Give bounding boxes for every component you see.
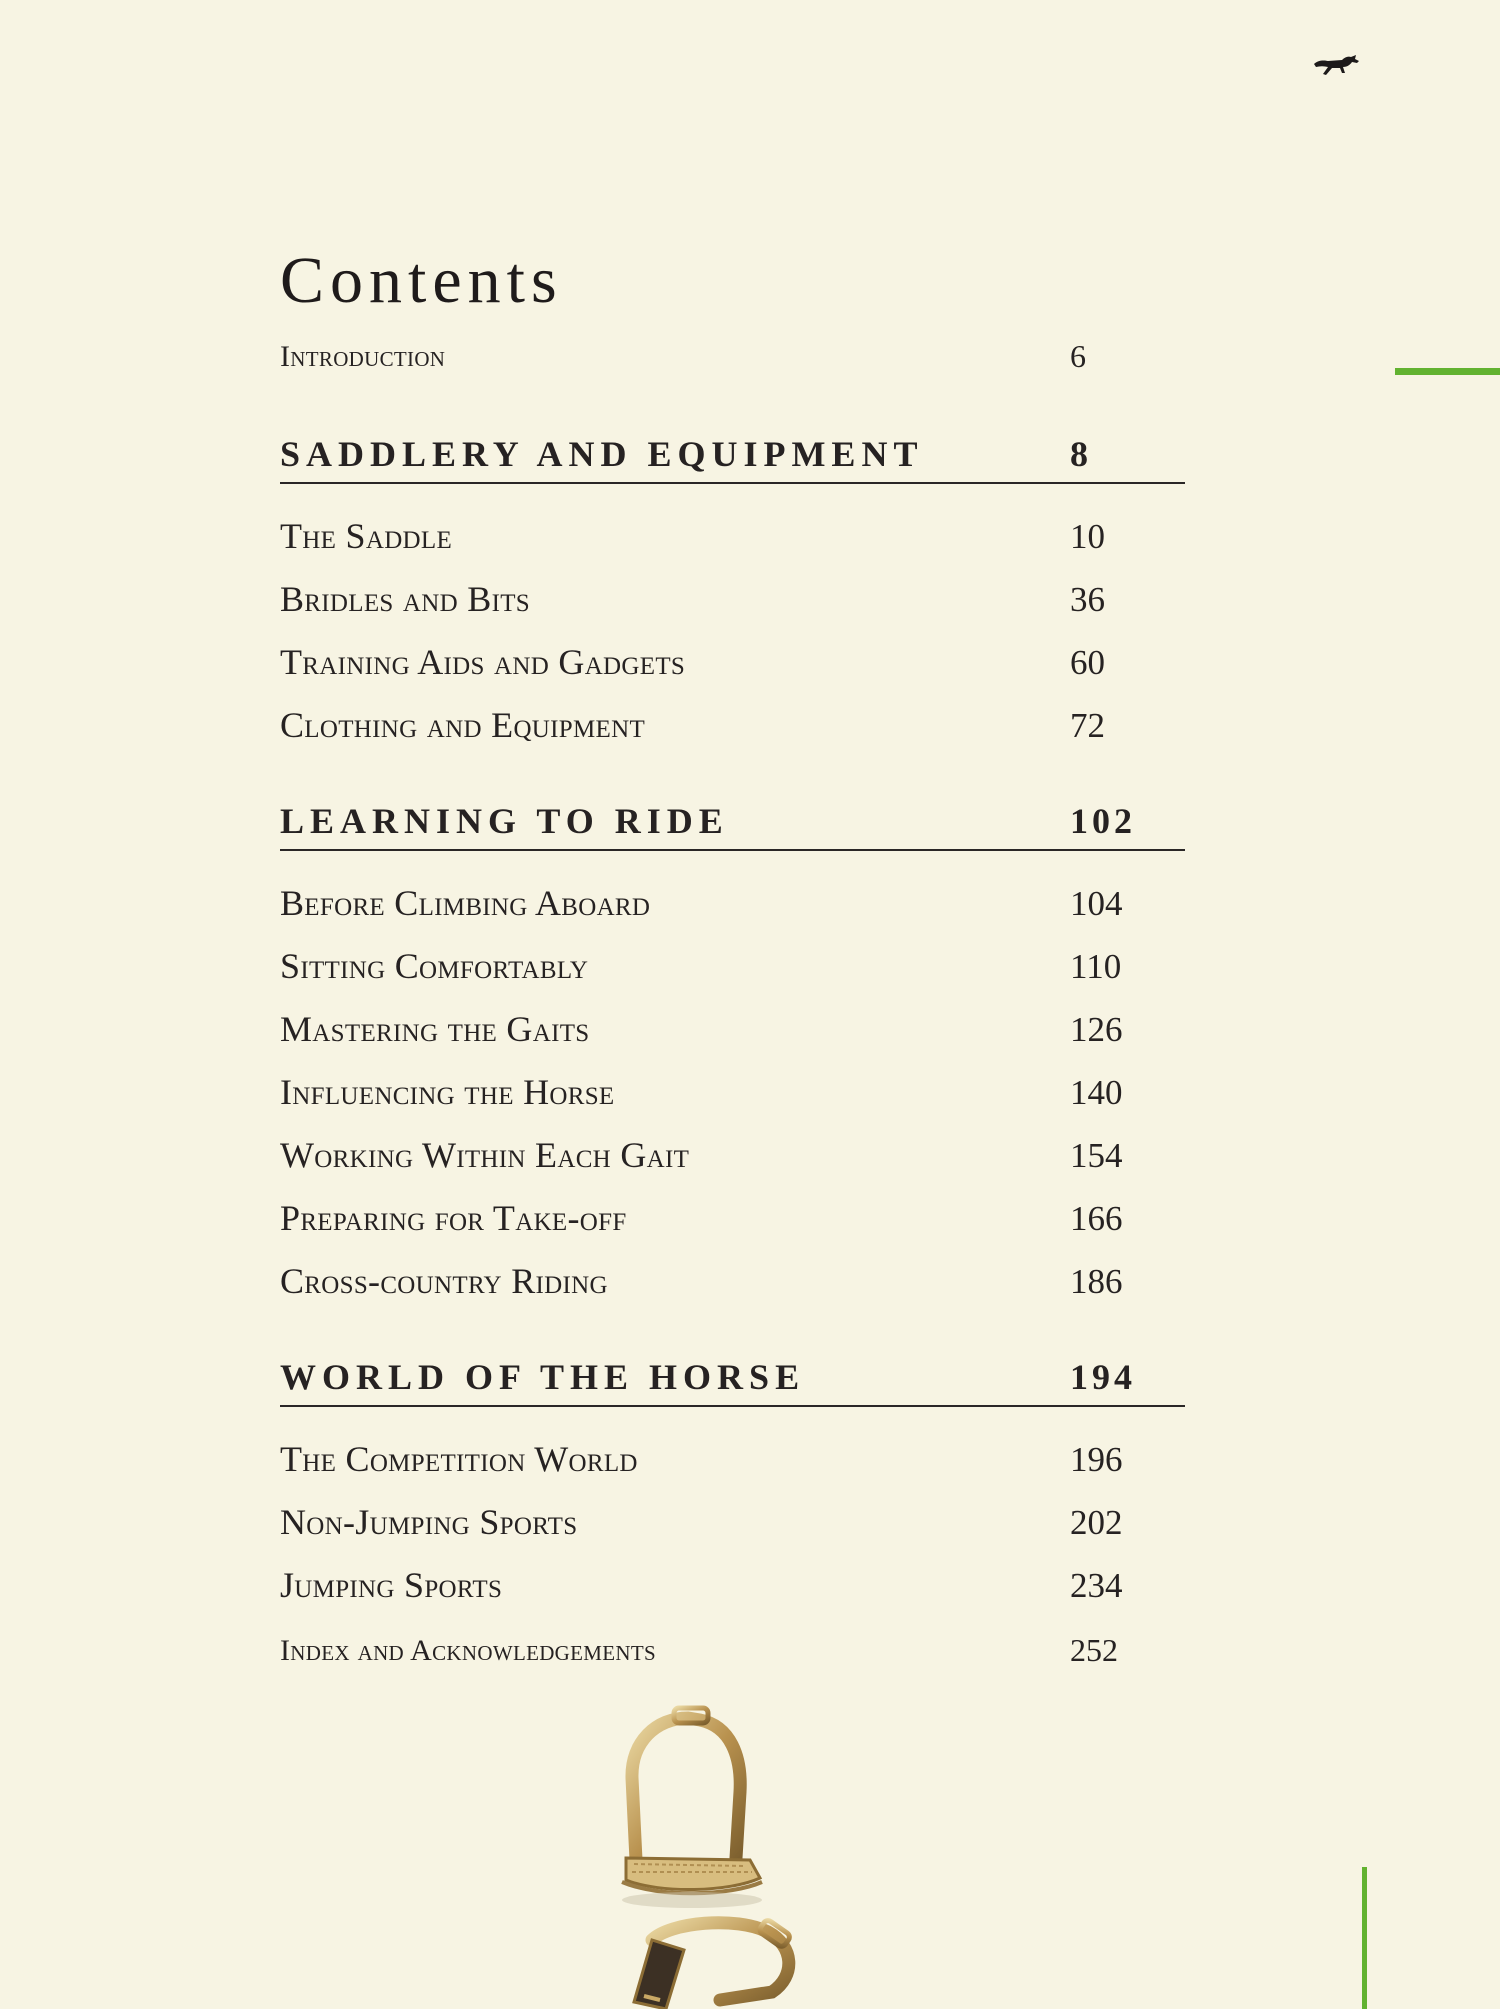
toc-entry[interactable] bbox=[280, 1427, 1185, 1477]
toc-entry-label: Before Climbing Aboard bbox=[280, 883, 651, 923]
toc-entry-label: Working Within Each Gait bbox=[280, 1135, 690, 1175]
toc-entry[interactable] bbox=[280, 997, 1185, 1047]
toc-entry-page: 166 bbox=[1070, 1199, 1123, 1238]
green-accent-tab bbox=[1395, 368, 1500, 375]
galloping-horse-icon bbox=[1312, 48, 1360, 78]
toc-entry[interactable] bbox=[280, 1553, 1185, 1603]
toc-entry[interactable] bbox=[280, 693, 1185, 743]
toc-entry-label: Sitting Comfortably bbox=[280, 946, 589, 986]
page-title: Contents bbox=[280, 244, 563, 317]
toc-entry-label: Introduction bbox=[280, 340, 446, 373]
toc-section-world[interactable] bbox=[280, 1345, 1185, 1407]
toc-section-page: 194 bbox=[1070, 1357, 1136, 1397]
toc-entry-label: Mastering the Gaits bbox=[280, 1009, 590, 1049]
toc-section-learning[interactable] bbox=[280, 789, 1185, 851]
toc-entry-page: 234 bbox=[1070, 1566, 1123, 1605]
stirrup-irons-image bbox=[600, 1700, 900, 2009]
toc-entry[interactable] bbox=[280, 1249, 1185, 1299]
toc-entry-index[interactable] bbox=[280, 1616, 1185, 1666]
toc-entry[interactable] bbox=[280, 1490, 1185, 1540]
toc-entry-label: Influencing the Horse bbox=[280, 1072, 615, 1112]
toc-entry[interactable] bbox=[280, 1060, 1185, 1110]
toc-entry-introduction[interactable] bbox=[280, 322, 1185, 372]
toc-entry[interactable] bbox=[280, 567, 1185, 617]
toc-section-title: WORLD OF THE HORSE bbox=[280, 1357, 806, 1397]
toc-section-title: LEARNING TO RIDE bbox=[280, 801, 729, 841]
toc-section-page: 8 bbox=[1070, 434, 1092, 474]
toc-entry-label: Preparing for Take-off bbox=[280, 1198, 627, 1238]
toc-entry-label: Cross-country Riding bbox=[280, 1261, 608, 1301]
toc-entry-page: 126 bbox=[1070, 1010, 1123, 1049]
toc-entry-page: 154 bbox=[1070, 1136, 1123, 1175]
toc-entry-page: 60 bbox=[1070, 643, 1105, 682]
toc-entry-page: 6 bbox=[1070, 338, 1086, 374]
toc-section-title: SADDLERY AND EQUIPMENT bbox=[280, 434, 924, 474]
toc-entry-page: 10 bbox=[1070, 517, 1105, 556]
toc-entry-label: Jumping Sports bbox=[280, 1565, 503, 1605]
toc-entry-page: 252 bbox=[1070, 1632, 1118, 1668]
toc-entry-label: Non-Jumping Sports bbox=[280, 1502, 578, 1542]
toc-section-saddlery[interactable] bbox=[280, 422, 1185, 484]
toc-entry-label: The Competition World bbox=[280, 1439, 638, 1479]
toc-entry-label: Bridles and Bits bbox=[280, 579, 530, 619]
toc-entry[interactable] bbox=[280, 630, 1185, 680]
toc-entry-page: 140 bbox=[1070, 1073, 1123, 1112]
toc-entry-page: 36 bbox=[1070, 580, 1105, 619]
toc-entry-label: Clothing and Equipment bbox=[280, 705, 646, 745]
toc-entry-page: 72 bbox=[1070, 706, 1105, 745]
toc-entry-page: 196 bbox=[1070, 1440, 1123, 1479]
toc-entry[interactable] bbox=[280, 504, 1185, 554]
toc-entry-label: Index and Acknowledgements bbox=[280, 1634, 656, 1667]
toc-entry-page: 104 bbox=[1070, 884, 1123, 923]
toc-entry-label: Training Aids and Gadgets bbox=[280, 642, 686, 682]
toc-entry[interactable] bbox=[280, 1186, 1185, 1236]
toc-entry-page: 110 bbox=[1070, 947, 1122, 986]
toc-entry-page: 202 bbox=[1070, 1503, 1123, 1542]
toc-entry-label: The Saddle bbox=[280, 516, 453, 556]
toc-entry[interactable] bbox=[280, 934, 1185, 984]
green-accent-line bbox=[1362, 1867, 1367, 2009]
toc-entry[interactable] bbox=[280, 1123, 1185, 1173]
toc-section-page: 102 bbox=[1070, 801, 1136, 841]
toc-entry[interactable] bbox=[280, 871, 1185, 921]
toc-entry-page: 186 bbox=[1070, 1262, 1123, 1301]
